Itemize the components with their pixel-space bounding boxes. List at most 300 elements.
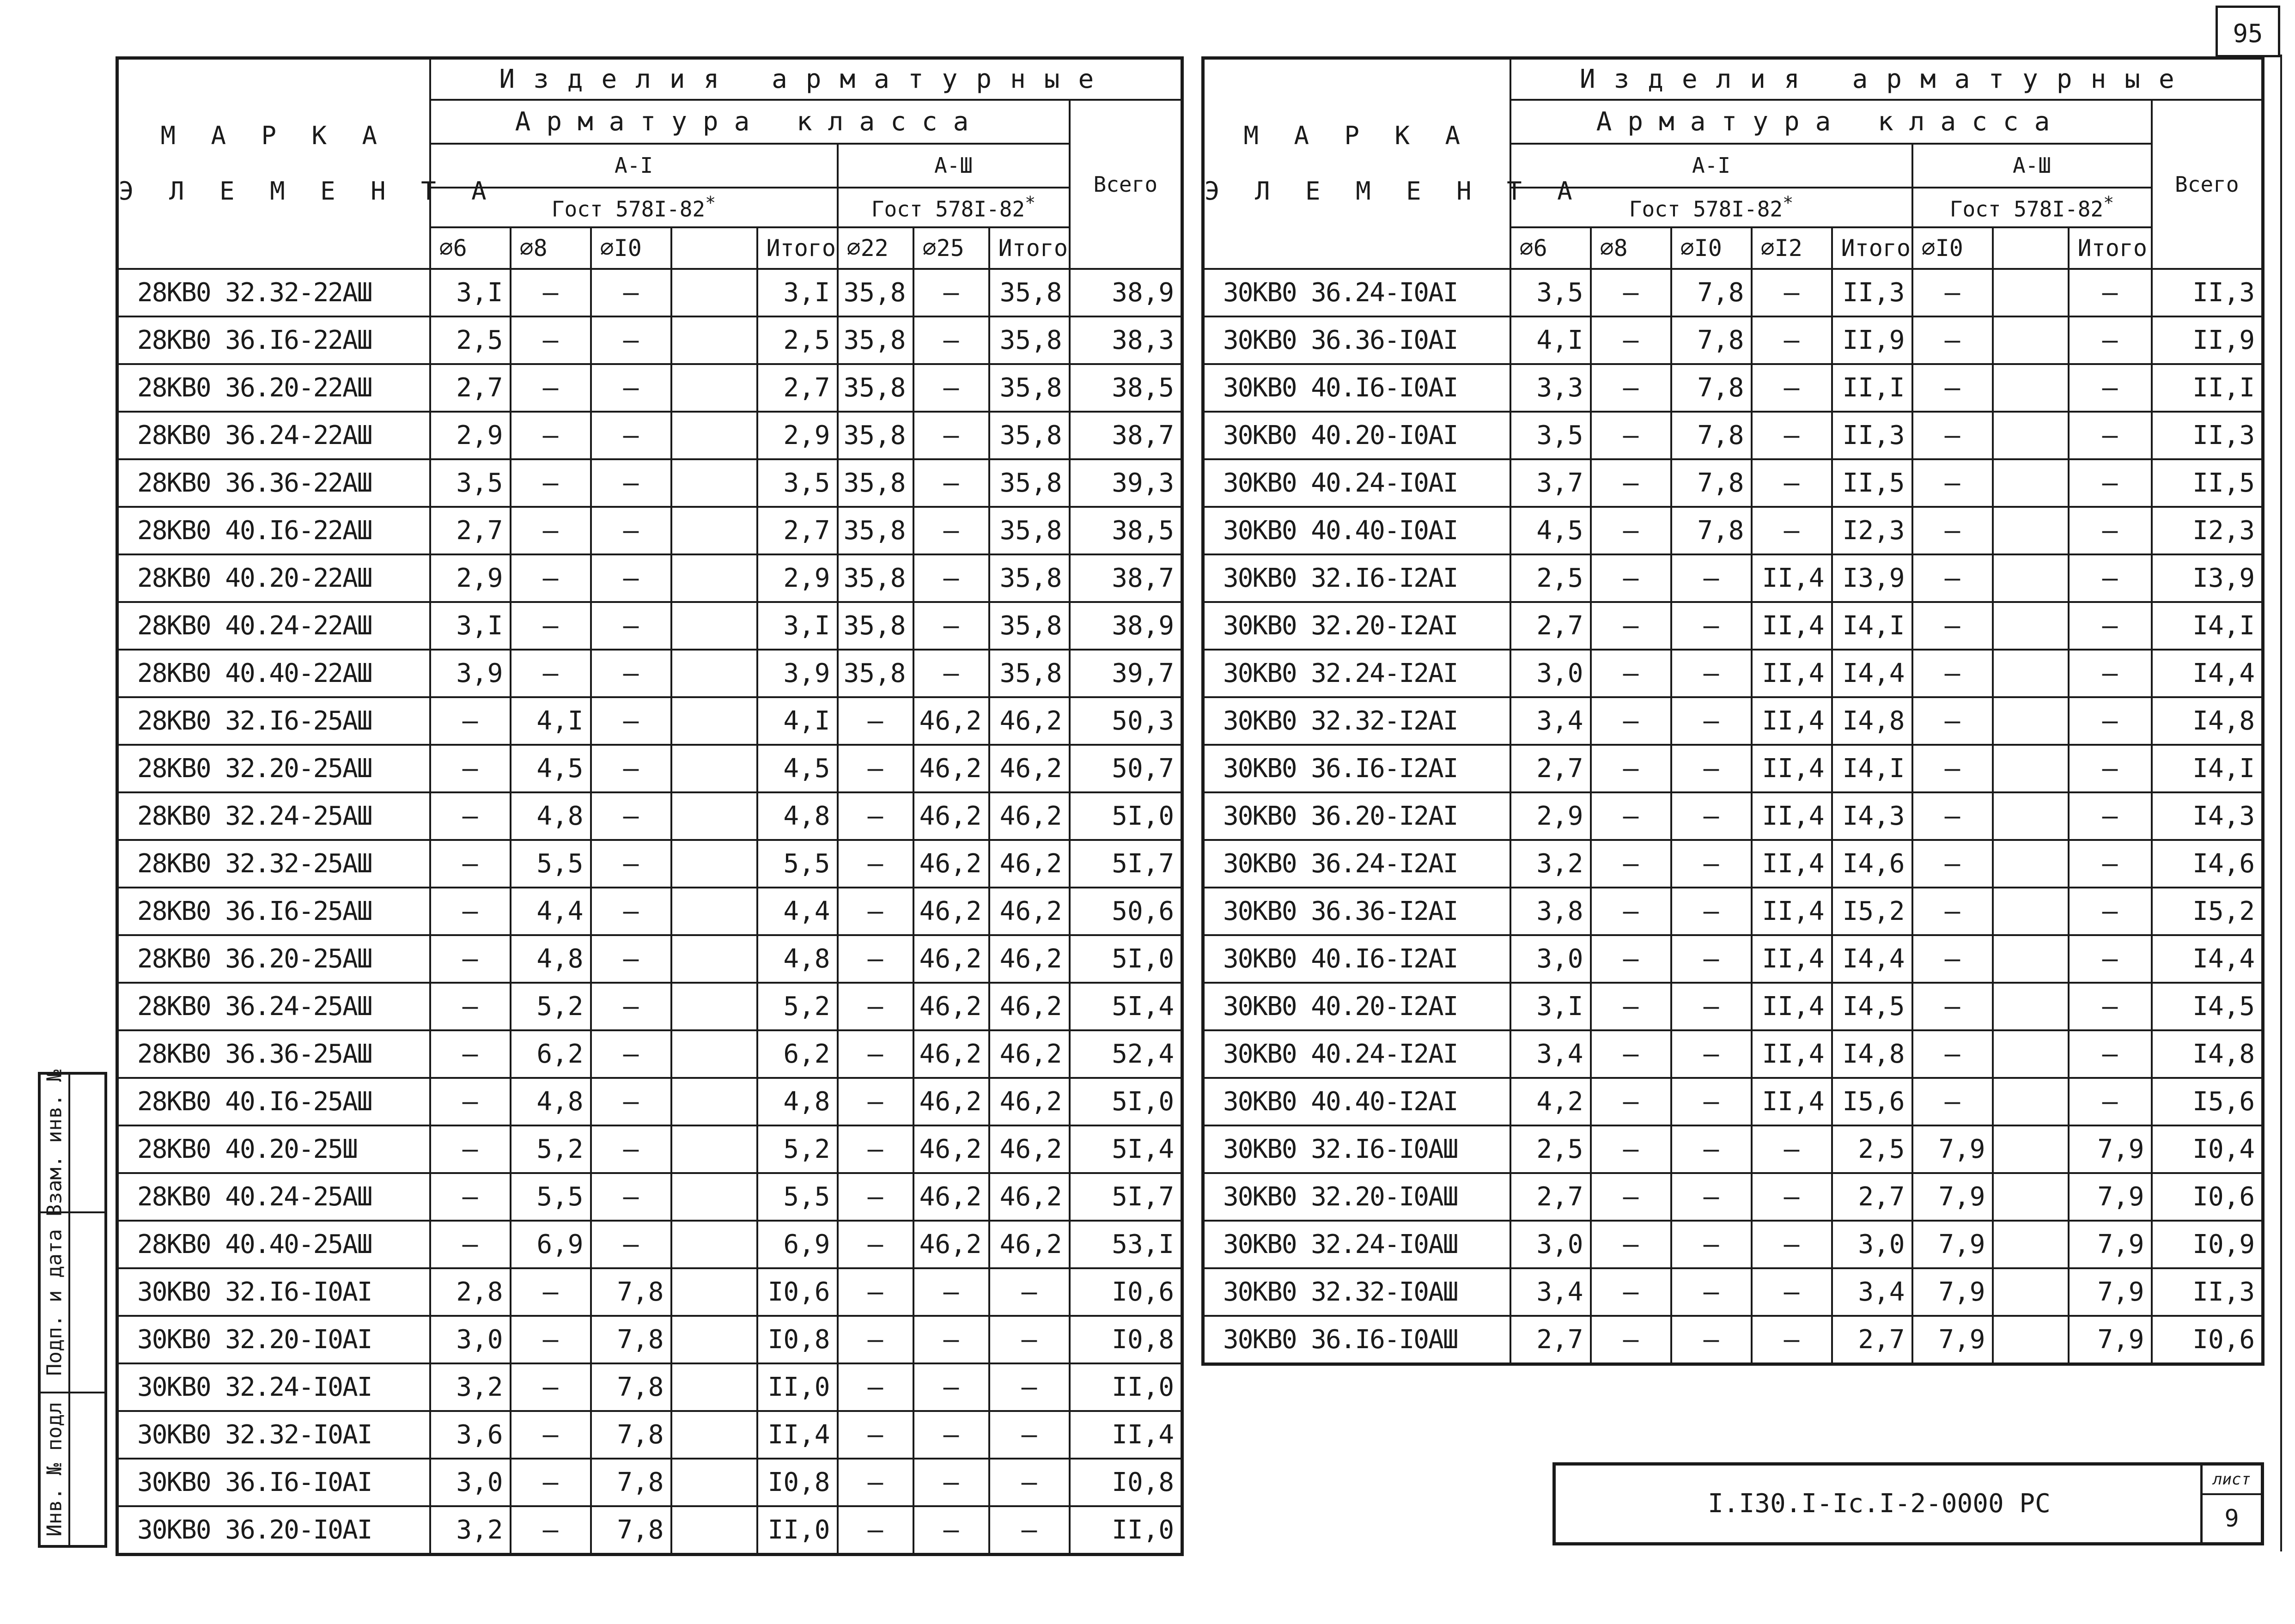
value-cell: –: [1591, 650, 1671, 697]
value-cell: –: [1912, 316, 1993, 364]
element-mark-cell: 30КВ0 36.I6-I0АI: [117, 1459, 430, 1506]
element-mark-cell: 30КВ0 32.32-I2АI: [1203, 697, 1510, 745]
value-cell: [1993, 507, 2069, 554]
stamp-value-column: [70, 1075, 104, 1545]
stamp-label-column: [41, 1070, 70, 1545]
value-cell: 3,0: [1510, 935, 1591, 983]
marka-header-line1: М А Р К А: [1243, 121, 1471, 151]
value-cell: –: [2069, 554, 2152, 602]
value-cell: –: [511, 269, 591, 316]
value-cell: 52,4: [1070, 1030, 1182, 1078]
value-cell: –: [1671, 983, 1752, 1030]
dia-header: ⌀8: [511, 227, 591, 269]
value-cell: –: [1912, 888, 1993, 935]
value-cell: 5,5: [511, 1173, 591, 1221]
value-cell: [671, 1030, 757, 1078]
value-cell: –: [1671, 554, 1752, 602]
value-cell: –: [1752, 1125, 1832, 1173]
element-mark-cell: 30КВ0 32.I6-I0АI: [117, 1268, 430, 1316]
table-row: [117, 1316, 1182, 1363]
element-mark-cell: 30КВ0 40.24-I0АI: [1203, 459, 1510, 507]
value-cell: –: [591, 935, 671, 983]
table-row: [117, 983, 1182, 1030]
value-cell: 4,8: [757, 1078, 838, 1125]
value-cell: –: [913, 269, 989, 316]
value-cell: 2,7: [1510, 602, 1591, 650]
value-cell: –: [989, 1506, 1070, 1555]
value-cell: 3,4: [1510, 1268, 1591, 1316]
value-cell: 6,2: [511, 1030, 591, 1078]
value-cell: –: [1591, 602, 1671, 650]
element-mark-cell: 30КВ0 32.I6-I0АШ: [1203, 1125, 1510, 1173]
value-cell: I0,6: [1070, 1268, 1182, 1316]
gost-a1-mark: *: [1783, 193, 1794, 214]
value-cell: 39,3: [1070, 459, 1182, 507]
value-cell: II,3: [2152, 412, 2263, 459]
value-cell: –: [1752, 1221, 1832, 1268]
value-cell: [1993, 840, 2069, 888]
value-cell: –: [511, 412, 591, 459]
value-cell: –: [430, 1078, 511, 1125]
value-cell: –: [591, 459, 671, 507]
value-cell: 7,8: [591, 1459, 671, 1506]
value-cell: –: [1912, 412, 1993, 459]
table-row: [117, 697, 1182, 745]
table-row: [117, 364, 1182, 412]
table-row: [1203, 983, 2263, 1030]
element-mark-cell: 28КВ0 40.I6-22АШ: [117, 507, 430, 554]
value-cell: I4,8: [2152, 697, 2263, 745]
gost-a3-text: Гост 578I-82: [871, 196, 1025, 222]
table-row: [117, 1363, 1182, 1411]
value-cell: 2,8: [430, 1268, 511, 1316]
value-cell: –: [838, 1030, 913, 1078]
value-cell: I0,8: [1070, 1316, 1182, 1363]
element-mark-cell: 28КВ0 40.40-25АШ: [117, 1221, 430, 1268]
dia-header: ⌀8: [1591, 227, 1671, 269]
value-cell: –: [838, 1459, 913, 1506]
value-cell: 35,8: [838, 650, 913, 697]
itogo-header: Итого: [989, 227, 1070, 269]
value-cell: –: [1591, 697, 1671, 745]
value-cell: 3,5: [1510, 412, 1591, 459]
value-cell: I0,6: [757, 1268, 838, 1316]
value-cell: –: [913, 1411, 989, 1459]
class-a1-header: А-I: [1510, 144, 1912, 188]
value-cell: [1993, 745, 2069, 792]
value-cell: 7,9: [2069, 1316, 2152, 1364]
value-cell: 50,7: [1070, 745, 1182, 792]
value-cell: –: [1671, 1030, 1752, 1078]
value-cell: 3,I: [430, 269, 511, 316]
value-cell: 7,8: [591, 1411, 671, 1459]
value-cell: –: [511, 1459, 591, 1506]
value-cell: 7,9: [1912, 1125, 1993, 1173]
value-cell: 46,2: [989, 745, 1070, 792]
element-mark-cell: 28КВ0 40.20-22АШ: [117, 554, 430, 602]
table-row: [1203, 697, 2263, 745]
value-cell: 35,8: [989, 364, 1070, 412]
value-cell: II,I: [1832, 364, 1912, 412]
value-cell: –: [838, 1411, 913, 1459]
table-row: [117, 1125, 1182, 1173]
value-cell: II,0: [1070, 1506, 1182, 1555]
element-mark-cell: 30КВ0 32.24-I2АI: [1203, 650, 1510, 697]
value-cell: 4,5: [1510, 507, 1591, 554]
value-cell: 7,9: [2069, 1268, 2152, 1316]
value-cell: 4,8: [511, 792, 591, 840]
sheet-label: лист: [2203, 1466, 2261, 1495]
value-cell: –: [2069, 697, 2152, 745]
value-cell: 46,2: [913, 1030, 989, 1078]
value-cell: 6,2: [757, 1030, 838, 1078]
value-cell: –: [2069, 269, 2152, 316]
value-cell: II,4: [1070, 1411, 1182, 1459]
value-cell: –: [511, 316, 591, 364]
value-cell: –: [591, 1030, 671, 1078]
element-mark-cell: 30КВ0 36.24-I0АI: [1203, 269, 1510, 316]
value-cell: 7,9: [2069, 1125, 2152, 1173]
value-cell: 53,I: [1070, 1221, 1182, 1268]
value-cell: 3,0: [1510, 650, 1591, 697]
value-cell: –: [511, 507, 591, 554]
value-cell: –: [1591, 364, 1671, 412]
value-cell: 46,2: [913, 1125, 989, 1173]
table-row: [117, 1221, 1182, 1268]
value-cell: 3,4: [1832, 1268, 1912, 1316]
value-cell: I4,I: [2152, 745, 2263, 792]
value-cell: –: [430, 1030, 511, 1078]
value-cell: II,0: [1070, 1363, 1182, 1411]
value-cell: –: [2069, 507, 2152, 554]
element-mark-cell: 28КВ0 36.20-25АШ: [117, 935, 430, 983]
value-cell: –: [591, 1221, 671, 1268]
element-mark-cell: 30КВ0 40.20-I2АI: [1203, 983, 1510, 1030]
element-mark-cell: 30КВ0 32.32-I0АШ: [1203, 1268, 1510, 1316]
value-cell: 46,2: [913, 888, 989, 935]
element-mark-cell: 28КВ0 40.20-25Ш: [117, 1125, 430, 1173]
value-cell: 46,2: [989, 983, 1070, 1030]
gost-a1-text: Гост 578I-82: [551, 196, 706, 222]
element-mark-cell: 30КВ0 32.I6-I2АI: [1203, 554, 1510, 602]
value-cell: [671, 840, 757, 888]
table-row: [1203, 745, 2263, 792]
value-cell: [1993, 1125, 2069, 1173]
value-cell: [671, 459, 757, 507]
value-cell: –: [1912, 554, 1993, 602]
value-cell: 3,2: [430, 1363, 511, 1411]
value-cell: 4,8: [757, 935, 838, 983]
value-cell: [1993, 1221, 2069, 1268]
value-cell: –: [1591, 1221, 1671, 1268]
value-cell: II,4: [1752, 888, 1832, 935]
dia-header: ⌀22: [838, 227, 913, 269]
value-cell: –: [1591, 1173, 1671, 1221]
value-cell: 2,5: [430, 316, 511, 364]
value-cell: –: [1752, 1173, 1832, 1221]
value-cell: –: [591, 888, 671, 935]
table-row: [1203, 1268, 2263, 1316]
value-cell: [671, 412, 757, 459]
element-mark-cell: 30КВ0 36.36-I0АI: [1203, 316, 1510, 364]
value-cell: 3,9: [430, 650, 511, 697]
value-cell: –: [1912, 459, 1993, 507]
element-mark-cell: 28КВ0 40.24-25АШ: [117, 1173, 430, 1221]
value-cell: [671, 983, 757, 1030]
value-cell: II,I: [2152, 364, 2263, 412]
value-cell: 5,5: [757, 1173, 838, 1221]
value-cell: 7,9: [2069, 1173, 2152, 1221]
value-cell: –: [511, 1316, 591, 1363]
value-cell: I4,5: [2152, 983, 2263, 1030]
table-row: [1203, 1221, 2263, 1268]
table-row: [117, 1268, 1182, 1316]
value-cell: –: [989, 1459, 1070, 1506]
value-cell: –: [591, 840, 671, 888]
value-cell: –: [1752, 1268, 1832, 1316]
table-row: [1203, 269, 2263, 316]
value-cell: [671, 1125, 757, 1173]
value-cell: 3,4: [1510, 697, 1591, 745]
value-cell: –: [1671, 1173, 1752, 1221]
marka-header-line1: М А Р К А: [160, 121, 388, 151]
marka-header-line2: Э Л Е М Е Н Т А: [1205, 176, 1583, 206]
value-cell: 5,2: [757, 1125, 838, 1173]
armatura-header: Арматура класса: [430, 100, 1070, 144]
value-cell: –: [838, 1221, 913, 1268]
value-cell: 5I,7: [1070, 1173, 1182, 1221]
value-cell: II,4: [1752, 554, 1832, 602]
element-mark-cell: 28КВ0 40.40-22АШ: [117, 650, 430, 697]
value-cell: 46,2: [989, 888, 1070, 935]
value-cell: –: [430, 888, 511, 935]
value-cell: [1993, 459, 2069, 507]
value-cell: I4,I: [2152, 602, 2263, 650]
value-cell: I4,I: [1832, 602, 1912, 650]
value-cell: 3,3: [1510, 364, 1591, 412]
value-cell: –: [1912, 602, 1993, 650]
element-mark-cell: 28КВ0 32.32-22АШ: [117, 269, 430, 316]
element-mark-cell: 30КВ0 36.36-I2АI: [1203, 888, 1510, 935]
value-cell: 6,9: [757, 1221, 838, 1268]
value-cell: –: [1752, 412, 1832, 459]
value-cell: –: [1912, 792, 1993, 840]
value-cell: –: [511, 650, 591, 697]
value-cell: 35,8: [989, 412, 1070, 459]
value-cell: 3,6: [430, 1411, 511, 1459]
value-cell: 46,2: [989, 935, 1070, 983]
value-cell: –: [838, 1268, 913, 1316]
table-row: [117, 1411, 1182, 1459]
element-mark-cell: 28КВ0 36.20-22АШ: [117, 364, 430, 412]
element-mark-cell: 28КВ0 36.36-22АШ: [117, 459, 430, 507]
value-cell: 7,9: [1912, 1268, 1993, 1316]
value-cell: I5,6: [2152, 1078, 2263, 1125]
value-cell: [1993, 888, 2069, 935]
value-cell: [671, 269, 757, 316]
element-mark-cell: 30КВ0 40.24-I2АI: [1203, 1030, 1510, 1078]
value-cell: 2,9: [757, 554, 838, 602]
value-cell: I2,3: [2152, 507, 2263, 554]
value-cell: [671, 1459, 757, 1506]
value-cell: –: [1671, 1268, 1752, 1316]
value-cell: I0,4: [2152, 1125, 2263, 1173]
marka-header: [117, 58, 497, 269]
value-cell: –: [2069, 364, 2152, 412]
value-cell: 4,8: [511, 935, 591, 983]
value-cell: [671, 1506, 757, 1555]
table-row: [1203, 792, 2263, 840]
value-cell: –: [511, 554, 591, 602]
value-cell: 35,8: [838, 507, 913, 554]
stamp-value-cell: [70, 1075, 104, 1213]
value-cell: –: [1912, 650, 1993, 697]
value-cell: [671, 1268, 757, 1316]
value-cell: II,9: [2152, 316, 2263, 364]
stamp-value-cell: [70, 1393, 104, 1545]
armatura-header: Арматура класса: [1510, 100, 2152, 144]
value-cell: II,4: [757, 1411, 838, 1459]
element-mark-cell: 30КВ0 36.20-I2АI: [1203, 792, 1510, 840]
gost-a3-mark: *: [2103, 193, 2114, 214]
value-cell: –: [913, 1363, 989, 1411]
stamp-label: Инв. № подл: [43, 1402, 67, 1537]
value-cell: 2,7: [1832, 1173, 1912, 1221]
value-cell: [671, 1078, 757, 1125]
value-cell: –: [1591, 745, 1671, 792]
value-cell: –: [2069, 602, 2152, 650]
value-cell: –: [1591, 792, 1671, 840]
value-cell: –: [2069, 412, 2152, 459]
value-cell: 46,2: [989, 792, 1070, 840]
value-cell: [1993, 1030, 2069, 1078]
value-cell: –: [1591, 1078, 1671, 1125]
value-cell: 7,8: [1671, 412, 1752, 459]
value-cell: –: [511, 364, 591, 412]
value-cell: –: [1671, 840, 1752, 888]
value-cell: –: [838, 1125, 913, 1173]
value-cell: –: [1671, 888, 1752, 935]
value-cell: 5,2: [511, 1125, 591, 1173]
value-cell: [1993, 316, 2069, 364]
value-cell: –: [1591, 316, 1671, 364]
value-cell: I4,6: [1832, 840, 1912, 888]
value-cell: 5,2: [757, 983, 838, 1030]
value-cell: 4,I: [511, 697, 591, 745]
element-mark-cell: 28КВ0 40.24-22АШ: [117, 602, 430, 650]
table-row: [117, 269, 1182, 316]
value-cell: 7,8: [1671, 269, 1752, 316]
value-cell: –: [1752, 507, 1832, 554]
marka-header: [1203, 58, 1583, 269]
value-cell: –: [591, 554, 671, 602]
value-cell: 3,0: [430, 1459, 511, 1506]
value-cell: I4,4: [2152, 935, 2263, 983]
value-cell: 4,5: [757, 745, 838, 792]
sheet-number: 9: [2224, 1505, 2239, 1533]
value-cell: [1993, 983, 2069, 1030]
value-cell: [671, 745, 757, 792]
value-cell: –: [430, 792, 511, 840]
value-cell: [671, 1221, 757, 1268]
dia-header: ⌀I2: [1752, 227, 1832, 269]
element-mark-cell: 30КВ0 40.20-I0АI: [1203, 412, 1510, 459]
value-cell: 46,2: [913, 792, 989, 840]
value-cell: 2,9: [430, 554, 511, 602]
value-cell: 50,6: [1070, 888, 1182, 935]
value-cell: –: [591, 697, 671, 745]
value-cell: –: [838, 1363, 913, 1411]
value-cell: 5I,0: [1070, 935, 1182, 983]
value-cell: 2,9: [757, 412, 838, 459]
value-cell: –: [1671, 1221, 1752, 1268]
value-cell: –: [838, 1506, 913, 1555]
value-cell: –: [838, 745, 913, 792]
value-cell: –: [1912, 745, 1993, 792]
value-cell: –: [913, 602, 989, 650]
value-cell: –: [913, 1506, 989, 1555]
value-cell: –: [2069, 983, 2152, 1030]
value-cell: [671, 316, 757, 364]
value-cell: I4,4: [1832, 650, 1912, 697]
vsego-header: Всего: [1070, 100, 1182, 269]
value-cell: –: [1591, 1125, 1671, 1173]
value-cell: 35,8: [989, 316, 1070, 364]
element-mark-cell: 28КВ0 36.I6-25АШ: [117, 888, 430, 935]
value-cell: [671, 507, 757, 554]
value-cell: 2,7: [1510, 1316, 1591, 1364]
element-mark-cell: 30КВ0 32.24-I0АI: [117, 1363, 430, 1411]
value-cell: II,0: [757, 1363, 838, 1411]
table-row: [1203, 1078, 2263, 1125]
value-cell: –: [1912, 364, 1993, 412]
value-cell: II,4: [1752, 745, 1832, 792]
value-cell: 2,7: [430, 364, 511, 412]
value-cell: –: [430, 1173, 511, 1221]
value-cell: –: [430, 983, 511, 1030]
stamp-value-cell: [70, 1213, 104, 1393]
value-cell: 7,8: [591, 1268, 671, 1316]
value-cell: –: [913, 1268, 989, 1316]
value-cell: 46,2: [989, 697, 1070, 745]
value-cell: –: [1671, 1125, 1752, 1173]
stamp-label: Подп. и дата: [43, 1229, 67, 1376]
value-cell: 2,9: [430, 412, 511, 459]
table-row: [1203, 316, 2263, 364]
element-mark-cell: 30КВ0 32.20-I2АI: [1203, 602, 1510, 650]
value-cell: 2,7: [1510, 1173, 1591, 1221]
value-cell: 5I,4: [1070, 983, 1182, 1030]
value-cell: II,4: [1752, 1030, 1832, 1078]
element-mark-cell: 28КВ0 36.I6-22АШ: [117, 316, 430, 364]
table-row: [117, 1030, 1182, 1078]
stamp-cell: [41, 1393, 68, 1545]
value-cell: II,4: [1752, 983, 1832, 1030]
value-cell: –: [1591, 412, 1671, 459]
value-cell: 3,I: [757, 269, 838, 316]
value-cell: II,4: [1752, 697, 1832, 745]
value-cell: –: [1752, 269, 1832, 316]
value-cell: 38,3: [1070, 316, 1182, 364]
value-cell: –: [2069, 650, 2152, 697]
table-row: [1203, 840, 2263, 888]
value-cell: [1993, 412, 2069, 459]
dia-header: ⌀6: [1510, 227, 1591, 269]
value-cell: 2,5: [1832, 1125, 1912, 1173]
value-cell: –: [838, 1173, 913, 1221]
value-cell: –: [591, 650, 671, 697]
table-row: [1203, 1316, 2263, 1364]
